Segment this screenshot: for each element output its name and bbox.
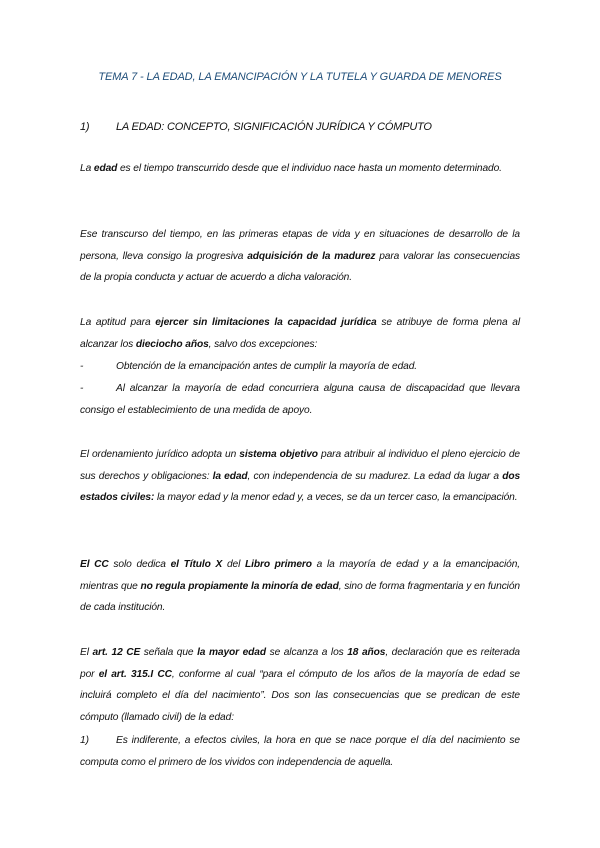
bold-term: el art. 315.I CC <box>98 668 172 680</box>
text-run: solo dedica <box>108 559 171 570</box>
text-run: La <box>80 163 94 174</box>
bold-term: la edad <box>212 470 248 482</box>
text-run: es el tiempo transcurrido desde que el individuo nace hasta un momento determinado. <box>117 163 502 174</box>
list-item-text: Al alcanzar la mayoría de edad concurriera alguna causa de discapacidad que llevara consigo el establecimiento de una medida de apoyo. <box>80 383 520 416</box>
paragraph-madurez <box>80 224 520 289</box>
document-title: TEMA 7 - LA EDAD, LA EMANCIPACIÓN Y LA TUTELA Y GUARDA DE MENORES <box>98 71 502 83</box>
list-marker: - <box>80 383 84 394</box>
text-run: , sino de forma fragmentaria y en función de cada institución. <box>80 580 520 613</box>
list-item <box>80 356 520 378</box>
text-run: , declaración que es reiterada por <box>80 647 520 680</box>
text-run: la mayor edad y la menor edad y, a veces, se da un tercer caso, la emancipación. <box>154 492 518 503</box>
text-run: Ese transcurso del tiempo, en las primeras etapas de vida y en situaciones de desarrollo de la persona, lleva consigo la progresiva <box>80 229 520 262</box>
list-marker: 1) <box>80 735 89 746</box>
text-run: se atribuye de forma plena al alcanzar los <box>80 317 520 350</box>
text-run: , conforme al cual “para el cómputo de los años de la mayoría de edad se incluirá completo el día del nacimiento”. Dos son las consecuencias que se predican de este cómputo (llamado civil) de la edad: <box>80 668 521 723</box>
section-number: 1) <box>80 121 90 133</box>
text-run: a la mayoría de edad y a la emancipación, mientras que <box>80 559 521 592</box>
paragraph-capacidad <box>80 312 520 355</box>
list-item-text: Obtención de la emancipación antes de cumplir la mayoría de edad. <box>116 361 418 372</box>
paragraph-sistema-objetivo <box>80 444 520 509</box>
paragraph-computo <box>80 642 520 728</box>
list-item-text: Es indiferente, a efectos civiles, la hora en que se nace porque el día del nacimiento se computa como el primero de los vividos con independencia de aquella. <box>80 735 520 768</box>
list-marker: - <box>80 361 84 372</box>
text-run: El <box>80 647 93 658</box>
text-run: se alcanza a los <box>266 647 348 658</box>
list-item <box>80 378 520 421</box>
bold-term: sistema objetivo <box>239 449 318 460</box>
text-run: , salvo dos excepciones: <box>208 338 318 350</box>
bold-term: art. 12 CE <box>92 647 141 658</box>
text-run: para atribuir al individuo el pleno ejercicio de sus derechos y obligaciones: <box>80 449 520 482</box>
bold-term: Libro primero <box>244 559 312 570</box>
paragraph-codigo-civil <box>80 554 520 619</box>
bold-term: adquisición de la madurez <box>247 250 376 262</box>
text-run: para valorar las consecuencias de la propia conducta y actuar de acuerdo a dicha valoración. <box>80 250 521 283</box>
section-heading-text: LA EDAD: CONCEPTO, SIGNIFICACIÓN JURÍDICA Y CÓMPUTO <box>116 121 432 133</box>
bold-term: edad <box>93 163 118 174</box>
bold-term: dieciocho años <box>135 338 209 350</box>
bold-term: El CC <box>80 559 109 570</box>
bold-term: ejercer sin limitaciones la capacidad jurídica <box>155 317 377 328</box>
bold-term: no regula propiamente la minoría de edad <box>140 580 339 592</box>
bold-term: el Título X <box>170 559 223 570</box>
text-run: , con independencia de su madurez. La edad da lugar a <box>247 470 503 482</box>
bold-term: la mayor edad <box>197 647 266 658</box>
bold-term: dos estados civiles: <box>80 470 521 503</box>
section-heading <box>80 121 432 133</box>
list-item <box>80 730 520 773</box>
paragraph-edad-definition <box>80 158 520 180</box>
text-run: señala que <box>140 647 198 658</box>
bold-term: 18 años <box>347 647 386 658</box>
text-run: del <box>222 559 245 570</box>
text-run: La aptitud para <box>80 317 156 328</box>
text-run: El ordenamiento jurídico adopta un <box>80 449 240 460</box>
